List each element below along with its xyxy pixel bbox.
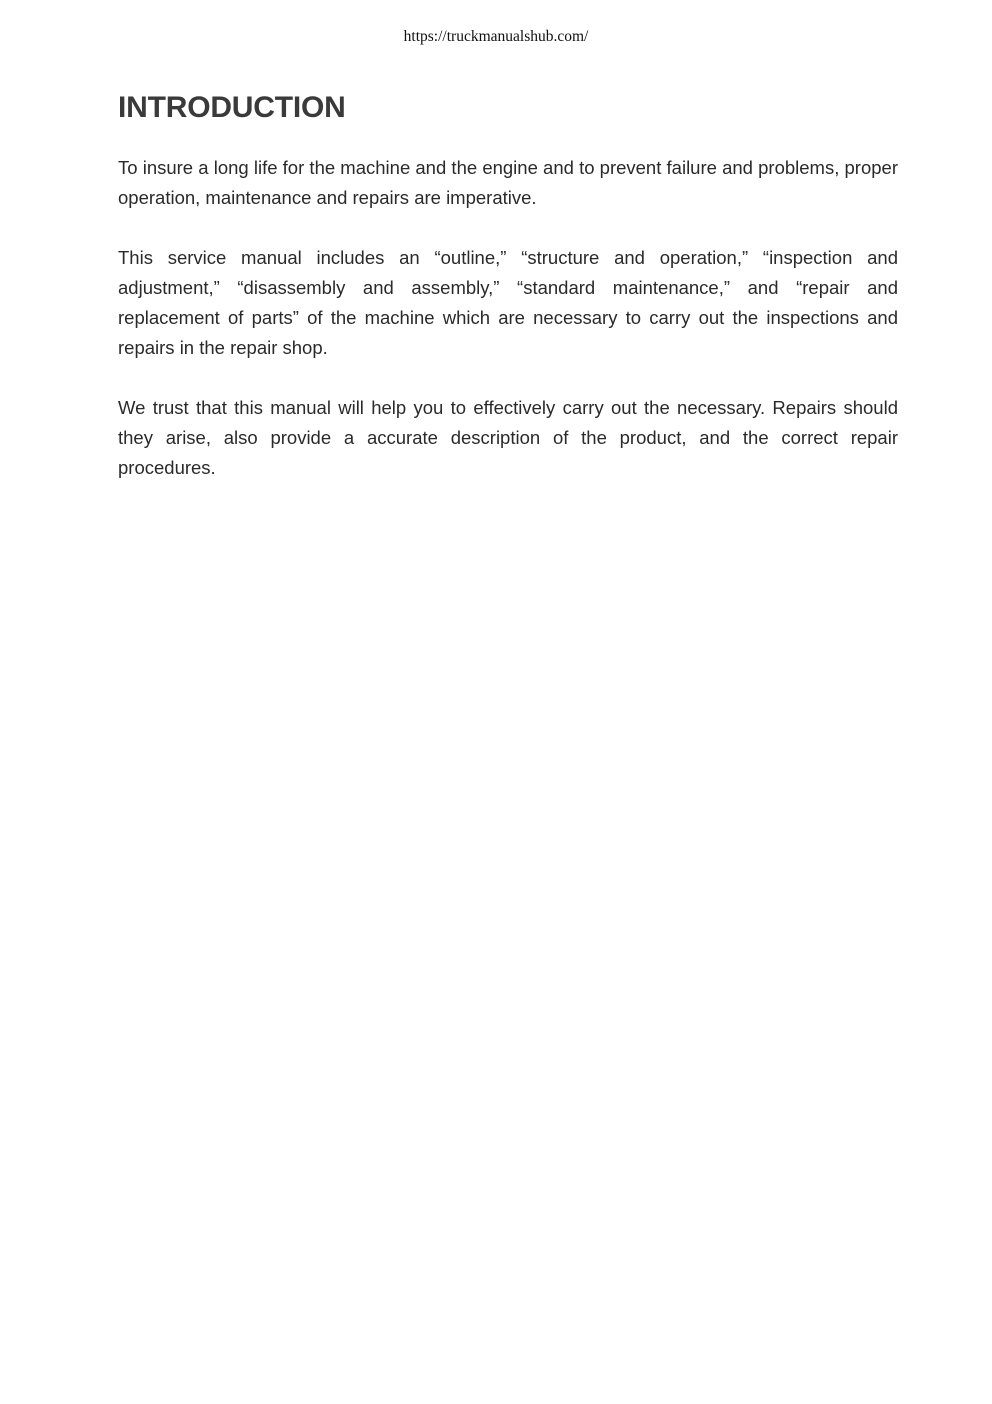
document-content [118, 88, 898, 483]
paragraph-intro: To insure a long life for the machine and the engine and to prevent failure and problems, proper operation, maintenance and repairs are imperative. [118, 157, 898, 208]
paragraph-manual-contents: This service manual includes an “outline,” “structure and operation,” “inspection and adjustment,” “disassembly and assembly,” “standard maintenance,” and “repair and replacement of parts” of the machine which are necessary to carry out the inspections and repairs in the repair shop. [118, 247, 898, 358]
header-url: https://truckmanualshub.com/ [403, 28, 589, 45]
page-title: INTRODUCTION [118, 91, 346, 124]
paragraph-closing: We trust that this manual will help you to effectively carry out the necessary. Repairs should they arise, also provide a accurate description of the product, and the correct repair procedures. [118, 397, 898, 478]
